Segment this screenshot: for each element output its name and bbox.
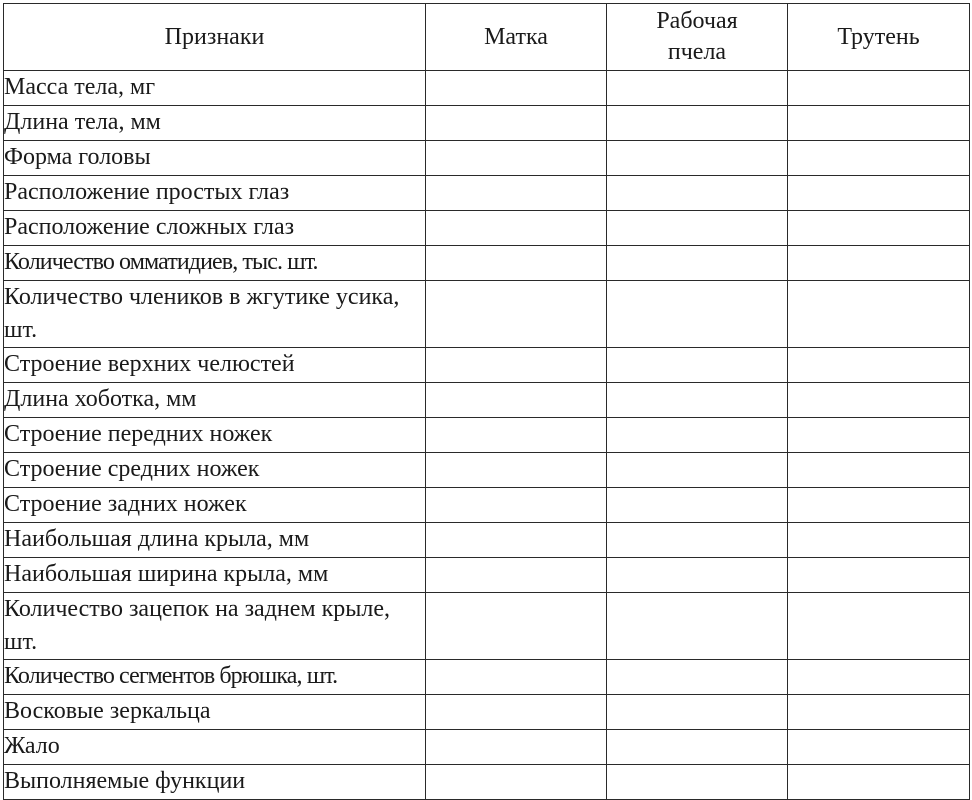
queen-value-cell[interactable]	[426, 176, 607, 211]
queen-value-cell[interactable]	[426, 593, 607, 660]
table-row	[4, 695, 970, 730]
trait-label: Расположение сложных глаз	[4, 211, 426, 246]
trait-label: Жало	[4, 730, 426, 765]
drone-value-cell[interactable]	[788, 106, 970, 141]
table-row	[4, 246, 970, 281]
table-row	[4, 176, 970, 211]
drone-value-cell[interactable]	[788, 281, 970, 348]
drone-value-cell[interactable]	[788, 246, 970, 281]
worker-value-cell[interactable]	[607, 176, 788, 211]
queen-value-cell[interactable]	[426, 211, 607, 246]
queen-value-cell[interactable]	[426, 71, 607, 106]
trait-label: Наибольшая длина крыла, мм	[4, 523, 426, 558]
drone-value-cell[interactable]	[788, 765, 970, 800]
trait-label: Количество сегментов брюшка, шт.	[4, 660, 426, 695]
table-row	[4, 281, 970, 348]
worker-value-cell[interactable]	[607, 523, 788, 558]
table-row	[4, 558, 970, 593]
table-row	[4, 141, 970, 176]
trait-label: Выполняемые функции	[4, 765, 426, 800]
trait-label: Количество зацепок на заднем крыле, шт.	[4, 593, 426, 660]
queen-value-cell[interactable]	[426, 488, 607, 523]
worker-value-cell[interactable]	[607, 593, 788, 660]
worker-value-cell[interactable]	[607, 141, 788, 176]
worker-value-cell[interactable]	[607, 730, 788, 765]
queen-value-cell[interactable]	[426, 453, 607, 488]
worker-value-cell[interactable]	[607, 765, 788, 800]
queen-value-cell[interactable]	[426, 348, 607, 383]
queen-value-cell[interactable]	[426, 383, 607, 418]
table-row	[4, 418, 970, 453]
table-row	[4, 488, 970, 523]
queen-value-cell[interactable]	[426, 106, 607, 141]
header-row	[4, 4, 970, 71]
trait-label: Расположение простых глаз	[4, 176, 426, 211]
trait-label: Восковые зеркальца	[4, 695, 426, 730]
drone-value-cell[interactable]	[788, 558, 970, 593]
worker-value-cell[interactable]	[607, 488, 788, 523]
trait-label: Наибольшая ширина крыла, мм	[4, 558, 426, 593]
trait-label: Масса тела, мг	[4, 71, 426, 106]
drone-value-cell[interactable]	[788, 71, 970, 106]
header-traits: Признаки	[4, 4, 426, 71]
trait-label: Форма головы	[4, 141, 426, 176]
traits-table	[3, 3, 970, 800]
queen-value-cell[interactable]	[426, 523, 607, 558]
drone-value-cell[interactable]	[788, 176, 970, 211]
header-queen: Матка	[426, 4, 607, 71]
trait-label: Строение задних ножек	[4, 488, 426, 523]
table-row	[4, 453, 970, 488]
drone-value-cell[interactable]	[788, 660, 970, 695]
worker-value-cell[interactable]	[607, 106, 788, 141]
trait-label: Строение средних ножек	[4, 453, 426, 488]
table-row	[4, 383, 970, 418]
table-row	[4, 730, 970, 765]
table-row	[4, 523, 970, 558]
table-row	[4, 660, 970, 695]
header-drone: Трутень	[788, 4, 970, 71]
drone-value-cell[interactable]	[788, 488, 970, 523]
worker-value-cell[interactable]	[607, 383, 788, 418]
drone-value-cell[interactable]	[788, 695, 970, 730]
drone-value-cell[interactable]	[788, 523, 970, 558]
queen-value-cell[interactable]	[426, 765, 607, 800]
queen-value-cell[interactable]	[426, 730, 607, 765]
worker-value-cell[interactable]	[607, 695, 788, 730]
queen-value-cell[interactable]	[426, 246, 607, 281]
table-row	[4, 765, 970, 800]
worker-value-cell[interactable]	[607, 246, 788, 281]
trait-label: Строение верхних челюстей	[4, 348, 426, 383]
queen-value-cell[interactable]	[426, 141, 607, 176]
queen-value-cell[interactable]	[426, 660, 607, 695]
drone-value-cell[interactable]	[788, 730, 970, 765]
worker-value-cell[interactable]	[607, 281, 788, 348]
drone-value-cell[interactable]	[788, 453, 970, 488]
drone-value-cell[interactable]	[788, 141, 970, 176]
worker-value-cell[interactable]	[607, 558, 788, 593]
queen-value-cell[interactable]	[426, 281, 607, 348]
queen-value-cell[interactable]	[426, 418, 607, 453]
trait-label: Длина хоботка, мм	[4, 383, 426, 418]
trait-label: Количество омматидиев, тыс. шт.	[4, 246, 426, 281]
trait-label: Количество члеников в жгутике усика, шт.	[4, 281, 426, 348]
drone-value-cell[interactable]	[788, 348, 970, 383]
trait-label: Длина тела, мм	[4, 106, 426, 141]
worker-value-cell[interactable]	[607, 348, 788, 383]
queen-value-cell[interactable]	[426, 558, 607, 593]
worker-value-cell[interactable]	[607, 211, 788, 246]
trait-label: Строение передних ножек	[4, 418, 426, 453]
drone-value-cell[interactable]	[788, 383, 970, 418]
table-row	[4, 71, 970, 106]
worker-value-cell[interactable]	[607, 71, 788, 106]
worker-value-cell[interactable]	[607, 660, 788, 695]
drone-value-cell[interactable]	[788, 593, 970, 660]
table-row	[4, 593, 970, 660]
queen-value-cell[interactable]	[426, 695, 607, 730]
worker-value-cell[interactable]	[607, 418, 788, 453]
header-worker-bee: Рабочая пчела	[607, 4, 788, 71]
drone-value-cell[interactable]	[788, 418, 970, 453]
table-row	[4, 348, 970, 383]
table-row	[4, 106, 970, 141]
drone-value-cell[interactable]	[788, 211, 970, 246]
table-row	[4, 211, 970, 246]
worker-value-cell[interactable]	[607, 453, 788, 488]
